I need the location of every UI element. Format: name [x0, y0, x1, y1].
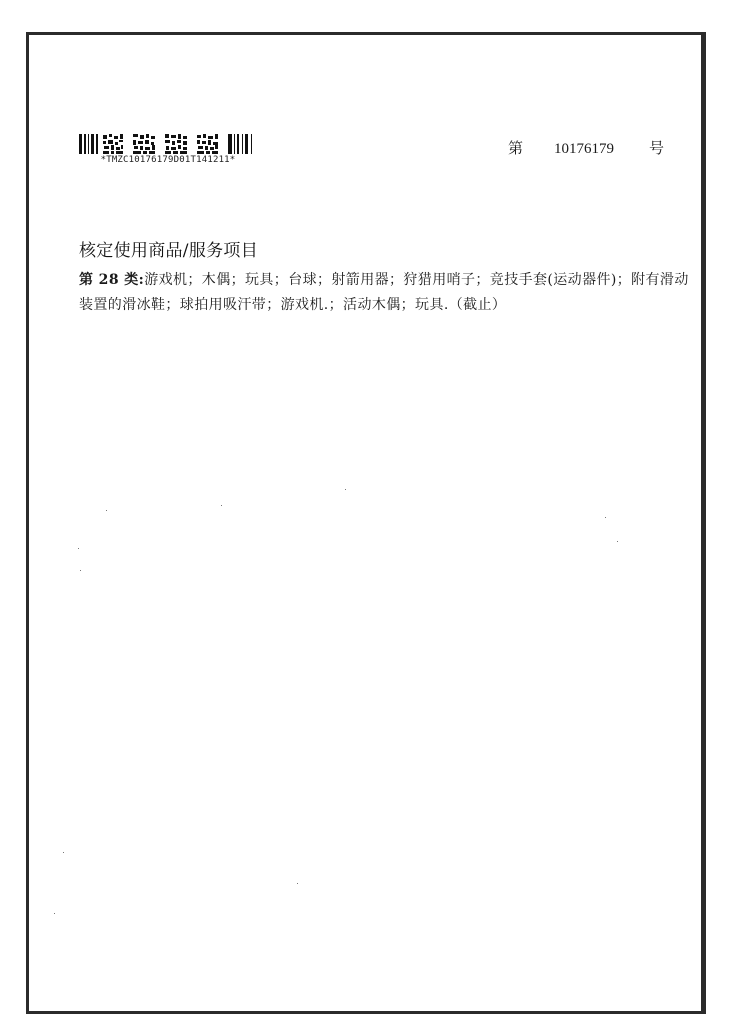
scan-speck: [221, 505, 222, 506]
barcode-image: [79, 134, 255, 154]
scan-speck: [80, 570, 81, 571]
scan-speck: [345, 489, 346, 490]
goods-items: 游戏机；木偶；玩具；台球；射箭用器；狩猎用哨子；竞技手套(运动器件)；附有滑动装置的滑冰鞋；球拍用吸汗带；游戏机.；活动木偶；玩具.（截止）: [79, 272, 689, 313]
scan-speck: [78, 548, 79, 549]
registration-suffix: 号: [649, 139, 665, 157]
goods-services-list: [79, 268, 691, 318]
scan-speck: [63, 852, 64, 853]
barcode: [79, 134, 257, 165]
scan-speck: [54, 913, 55, 914]
class-label: 第 28 类:: [79, 272, 145, 288]
section-title: 核定使用商品/服务项目: [79, 241, 259, 261]
scan-speck: [106, 510, 107, 511]
registration-number-value: 10176179: [554, 141, 614, 157]
scan-speck: [617, 541, 618, 542]
document-page: [26, 32, 706, 1014]
scan-speck: [605, 517, 606, 518]
scan-speck: [297, 883, 298, 884]
registration-prefix: 第: [508, 139, 524, 157]
registration-number: [508, 137, 664, 158]
barcode-code-text: *TMZC10176179D01T141211*: [100, 155, 236, 165]
